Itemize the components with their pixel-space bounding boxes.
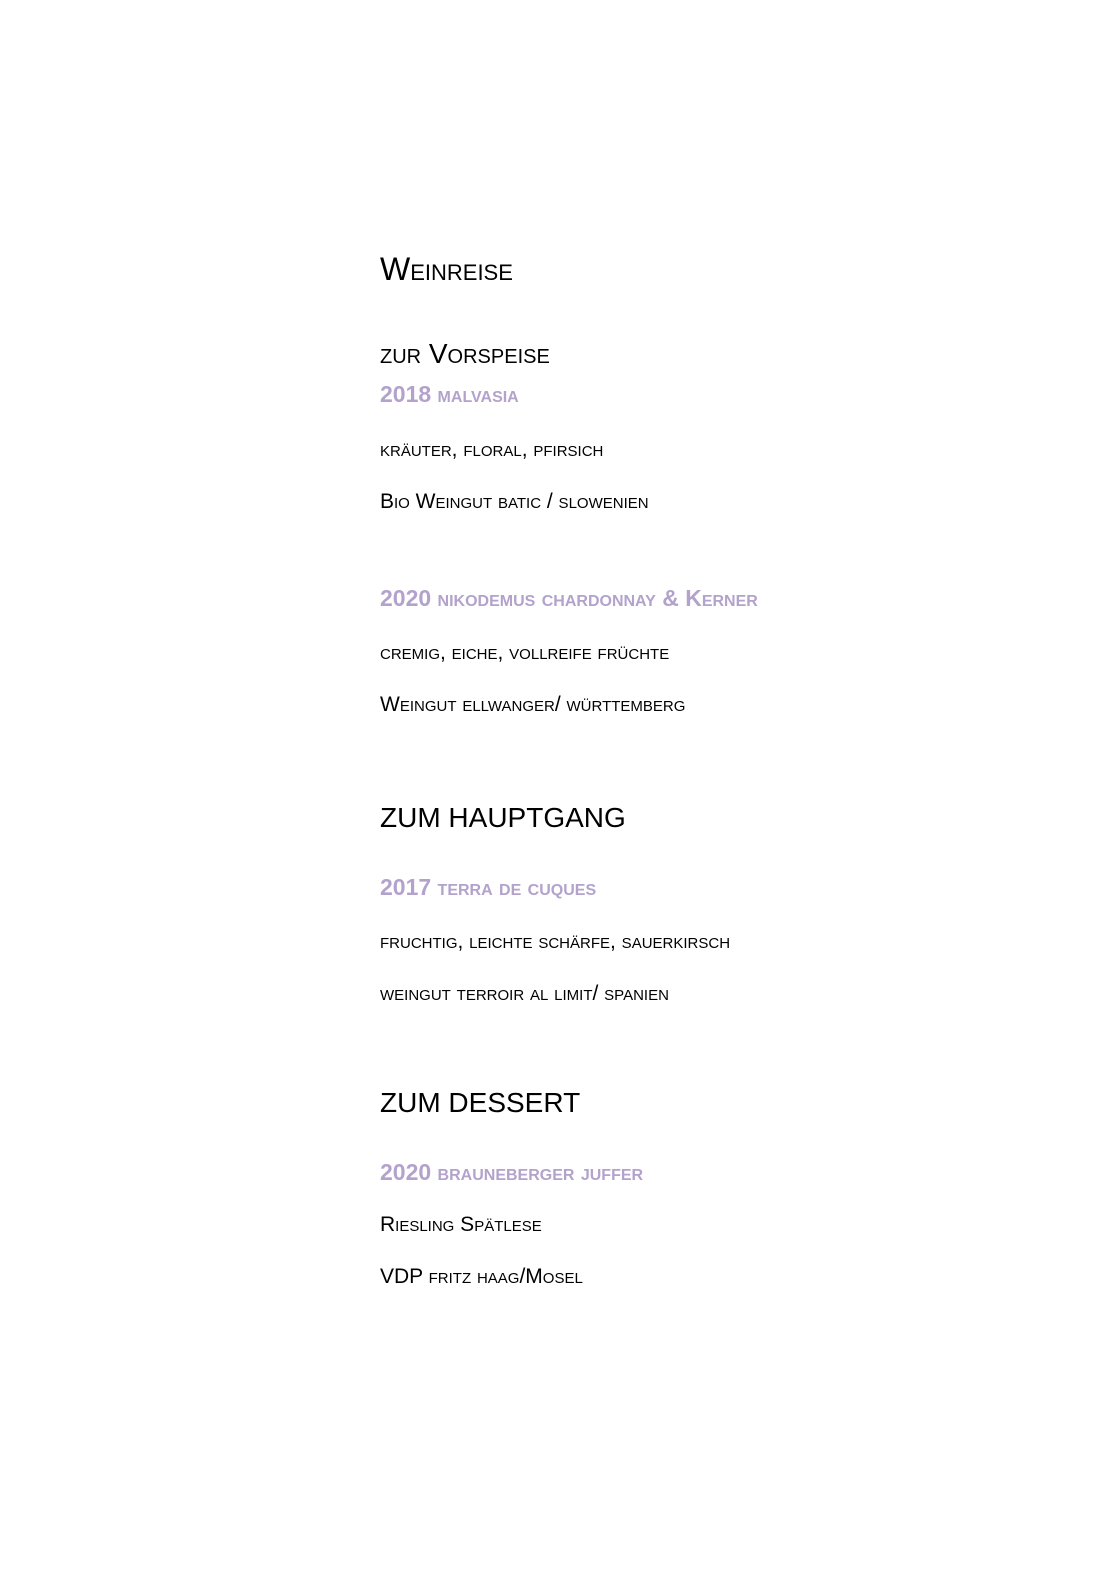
wine-producer: VDP fritz haag/Mosel: [380, 1265, 583, 1288]
wine-tasting-notes: fruchtig, leichte schärfe, sauerkirsch: [380, 930, 731, 953]
wine-tasting-notes: kräuter, floral, pfirsich: [380, 438, 604, 461]
wine-name: 2020 nikodemus chardonnay & Kerner: [380, 585, 758, 611]
wine-producer: Bio Weingut batic / slowenien: [380, 490, 649, 513]
menu-title: Weinreise: [380, 251, 513, 287]
wine-name: 2017 terra de cuques: [380, 874, 597, 900]
section-heading-dessert: ZUM DESSERT: [380, 1087, 581, 1118]
wine-name: 2018 malvasia: [380, 381, 519, 407]
wine-tasting-notes: cremig, eiche, vollreife früchte: [380, 641, 670, 664]
wine-producer: Weingut ellwanger/ württemberg: [380, 693, 686, 716]
wine-name: 2020 brauneberger juffer: [380, 1159, 644, 1185]
wine-producer: weingut terroir al limit/ spanien: [380, 982, 669, 1005]
wine-tasting-notes: Riesling Spätlese: [380, 1213, 542, 1236]
section-heading-main-course: ZUM HAUPTGANG: [380, 802, 626, 833]
section-heading-starter: zur Vorspeise: [380, 338, 550, 369]
